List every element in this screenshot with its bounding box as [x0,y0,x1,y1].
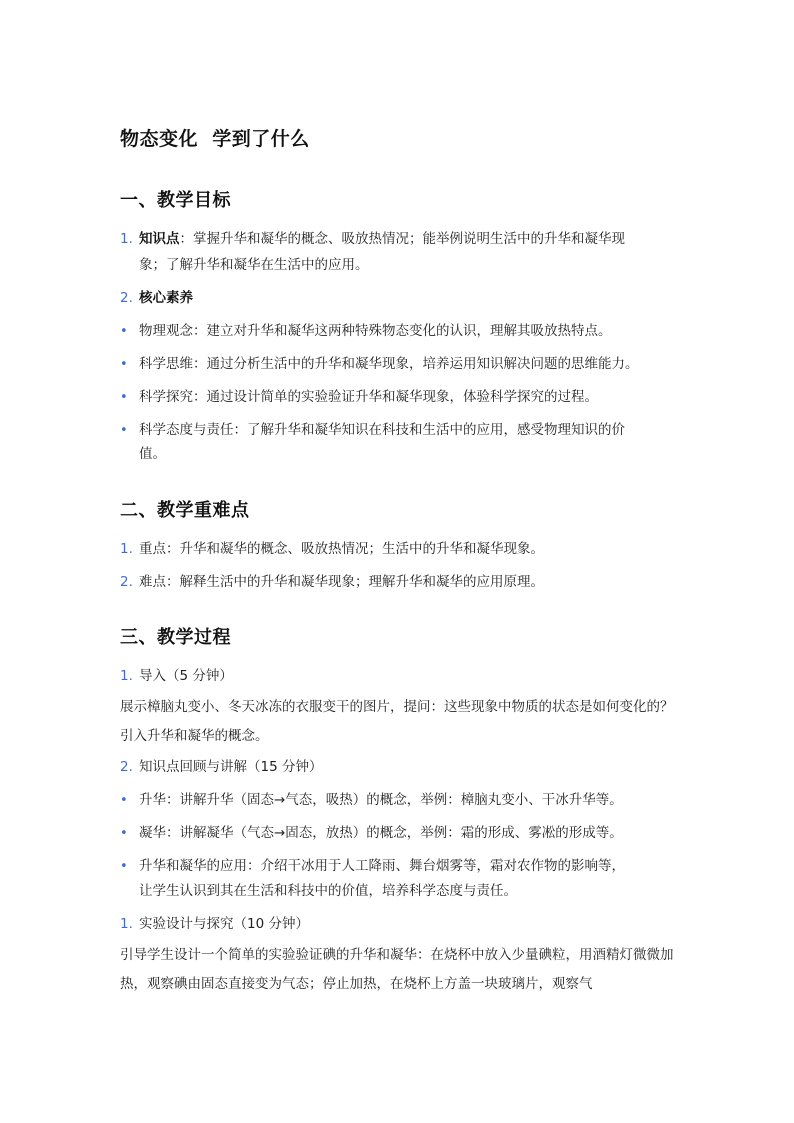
list-number: 2. [120,759,133,775]
item-text: 重点：升华和凝华的概念、吸放热情况；生活中的升华和凝华现象。 [139,541,544,557]
list-number: 1. [120,231,133,247]
bullet-icon: • [120,324,128,339]
page-title: 物态变化 学到了什么 [120,128,310,150]
bullet-icon: • [120,793,128,808]
bullet-item [120,351,639,378]
bullet-text: 物理观念：建立对升华和凝华这两种特殊物态变化的认识，理解其吸放热特点。 [139,323,612,339]
bullet-icon: • [120,859,128,874]
bullet-continuation: 让学生认识到其在生活和科技中的价值，培养科学态度与责任。 [139,883,517,899]
bullet-icon: • [120,390,128,405]
list-item [120,754,322,780]
list-item [120,285,193,311]
paragraph: 展示樟脑丸变小、冬天冰冻的衣服变干的图片，提问：这些现象中物质的状态是如何变化的？引入升华和凝华的概念。 [120,699,674,744]
bullet-continuation: 值。 [139,446,166,462]
list-item [120,569,544,595]
bullet-icon: • [120,826,128,841]
list-item-continuation: 象；了解升华和凝华在生活中的应用。 [139,257,369,273]
item-label: 核心素养 [139,290,193,306]
section-heading-process: 三、教学过程 [120,627,231,648]
bullet-icon: • [120,423,128,438]
bullet-item [120,384,598,411]
bullet-text: 凝华：讲解凝华（气态→固态，放热）的概念，举例：霜的形成、雾凇的形成等。 [139,825,623,841]
bullet-icon: • [120,357,128,372]
bullet-text: 科学探究：通过设计简单的实验验证升华和凝华现象，体验科学探究的过程。 [139,389,598,405]
list-number: 1. [120,916,133,932]
item-label: 知识点 [139,231,180,247]
bullet-text: 科学思维：通过分析生活中的升华和凝华现象，培养运用知识解决问题的思维能力。 [139,356,639,372]
bullet-text: 升华和凝华的应用：介绍干冰用于人工降雨、舞台烟雾等，霜对农作物的影响等， [139,858,625,874]
list-number: 2. [120,290,133,306]
section-heading-key-points: 二、教学重难点 [120,500,250,521]
bullet-item [120,417,625,444]
bullet-item [120,318,612,345]
section-heading-objectives: 一、教学目标 [120,190,231,211]
item-text: 知识点回顾与讲解（15 分钟） [139,759,323,775]
item-text: 导入（5 分钟） [139,668,233,684]
bullet-item [120,787,623,814]
list-number: 1. [120,668,133,684]
item-text: 难点：解释生活中的升华和凝华现象；理解升华和凝华的应用原理。 [139,574,544,590]
bullet-item [120,820,623,847]
list-item [120,536,544,562]
list-number: 1. [120,541,133,557]
list-number: 2. [120,574,133,590]
item-text: 实验设计与探究（10 分钟） [139,916,309,932]
item-text: ：掌握升华和凝华的概念、吸放热情况；能举例说明生活中的升华和凝华现 [179,231,625,247]
bullet-text: 升华：讲解升华（固态→气态，吸热）的概念，举例：樟脑丸变小、干冰升华等。 [139,792,623,808]
list-item [120,663,233,689]
paragraph: 引导学生设计一个简单的实验验证碘的升华和凝华：在烧杯中放入少量碘粒，用酒精灯微微加热，观察碘由固态直接变为气态；停止加热，在烧杯上方盖一块玻璃片，观察气 [120,947,674,992]
list-item [120,226,625,252]
bullet-item [120,853,625,880]
bullet-text: 科学态度与责任：了解升华和凝华知识在科技和生活中的应用，感受物理知识的价 [139,422,625,438]
list-item [120,911,309,937]
